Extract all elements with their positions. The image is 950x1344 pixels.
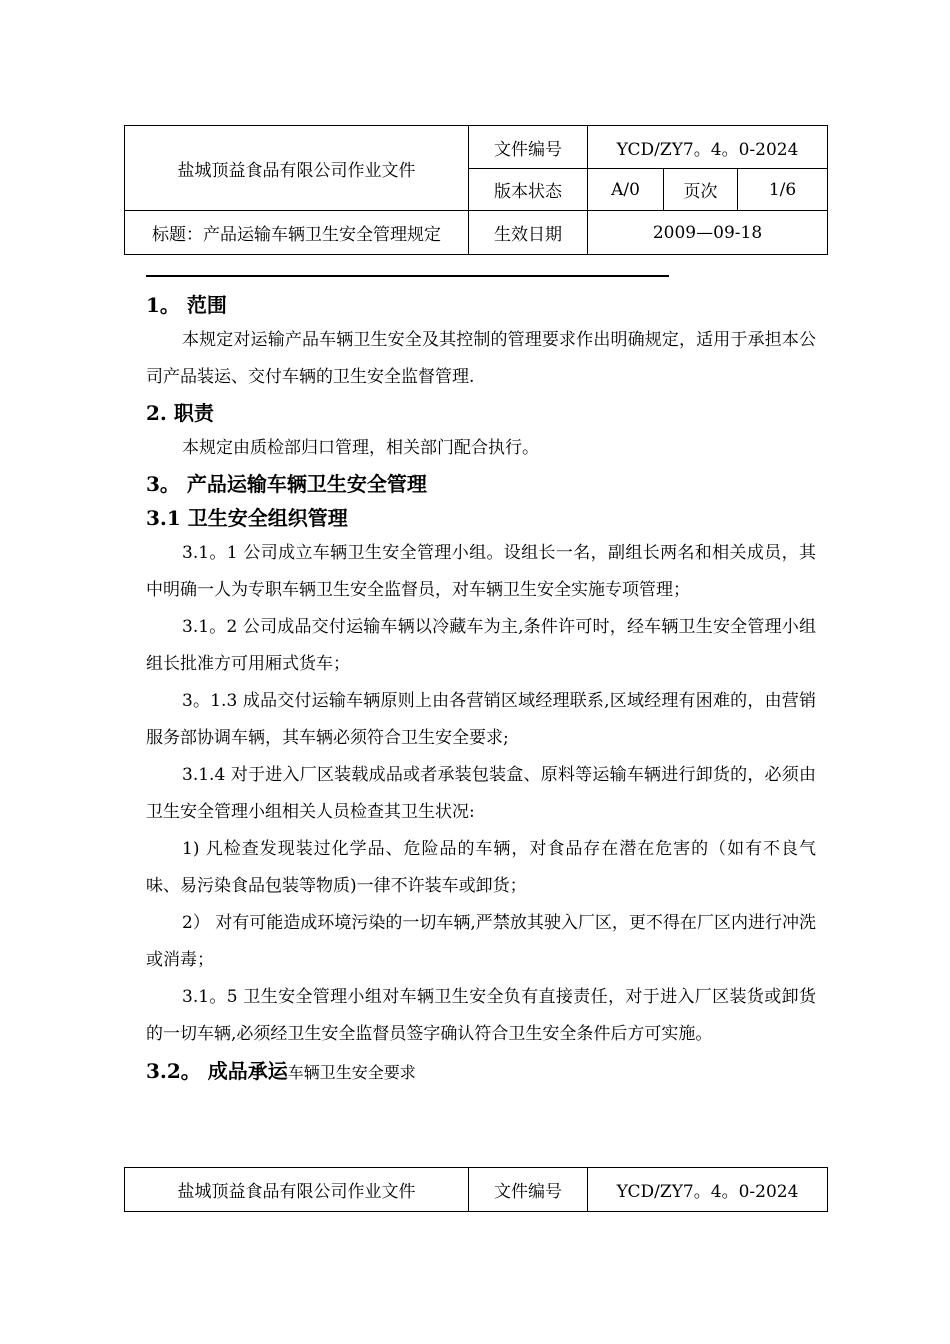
page-value: 1/6 — [738, 169, 828, 211]
section-3-heading: 3。 产品运输车辆卫生安全管理 — [146, 472, 427, 496]
section-3-1-heading: 3.1 卫生安全组织管理 — [146, 506, 348, 530]
paragraph-3-1-4-item-1: 1) 凡检查发现装过化学品、危险品的车辆，对食品存在潜在危害的（如有不良气味、易污染食品包装等物质)一律不许装车或卸货； — [146, 839, 816, 896]
effective-date: 2009—09-18 — [588, 211, 828, 255]
page-label: 页次 — [664, 169, 738, 211]
paragraph-3-1-1: 3.1。1 公司成立车辆卫生安全管理小组。设组长一名，副组长两名和相关成员，其中明确一人为专职车辆卫生安全监督员，对车辆卫生安全实施专项管理； — [146, 543, 816, 600]
section-3-2-heading-rest: 车辆卫生安全要求 — [287, 1063, 416, 1082]
company-name: 盐城顶益食品有限公司作业文件 — [125, 126, 469, 211]
effective-date-label: 生效日期 — [469, 211, 588, 255]
next-page-doc-no-label: 文件编号 — [469, 1168, 588, 1212]
doc-no-label: 文件编号 — [469, 126, 588, 169]
section-2-heading: 2. 职责 — [146, 401, 214, 425]
document-header-table — [124, 125, 828, 255]
paragraph-3-1-4-item-2: 2） 对有可能造成环境污染的一切车辆,严禁放其驶入厂区，更不得在厂区内进行冲洗或消毒； — [146, 913, 816, 970]
header-rule — [146, 275, 669, 277]
section-1-heading: 1。 范围 — [146, 293, 227, 317]
doc-no: YCD/ZY7。4。0-2024 — [588, 126, 828, 169]
paragraph-3-1-5: 3.1。5 卫生安全管理小组对车辆卫生安全负有直接责任，对于进入厂区装货或卸货的一切车辆,必须经卫生安全监督员签字确认符合卫生安全条件后方可实施。 — [146, 987, 816, 1044]
section-2-text: 本规定由质检部归口管理，相关部门配合执行。 — [182, 438, 539, 458]
section-1-text: 本规定对运输产品车辆卫生安全及其控制的管理要求作出明确规定，适用于承担本公司产品装运、交付车辆的卫生安全监督管理. — [146, 330, 816, 387]
next-page-header-table — [124, 1167, 828, 1212]
version-label: 版本状态 — [469, 169, 588, 211]
version-value: A/0 — [588, 169, 664, 211]
section-3-2-heading — [146, 1053, 816, 1091]
paragraph-3-1-3: 3。1.3 成品交付运输车辆原则上由各营销区域经理联系,区域经理有困难的，由营销服务部协调车辆，其车辆必须符合卫生安全要求; — [146, 691, 816, 748]
paragraph-3-1-4: 3.1.4 对于进入厂区装载成品或者承装包装盒、原料等运输车辆进行卸货的，必须由卫生安全管理小组相关人员检查其卫生状况: — [146, 765, 816, 822]
paragraph-3-1-2: 3.1。2 公司成品交付运输车辆以冷藏车为主,条件许可时，经车辆卫生安全管理小组组长批准方可用厢式货车； — [146, 617, 816, 674]
next-page-company-name: 盐城顶益食品有限公司作业文件 — [125, 1168, 469, 1212]
next-page-doc-no: YCD/ZY7。4。0-2024 — [588, 1168, 828, 1212]
document-title: 标题：产品运输车辆卫生安全管理规定 — [125, 211, 469, 255]
document-body — [146, 288, 816, 1091]
section-3-2-heading-bold: 3.2。 成品承运 — [146, 1059, 288, 1083]
